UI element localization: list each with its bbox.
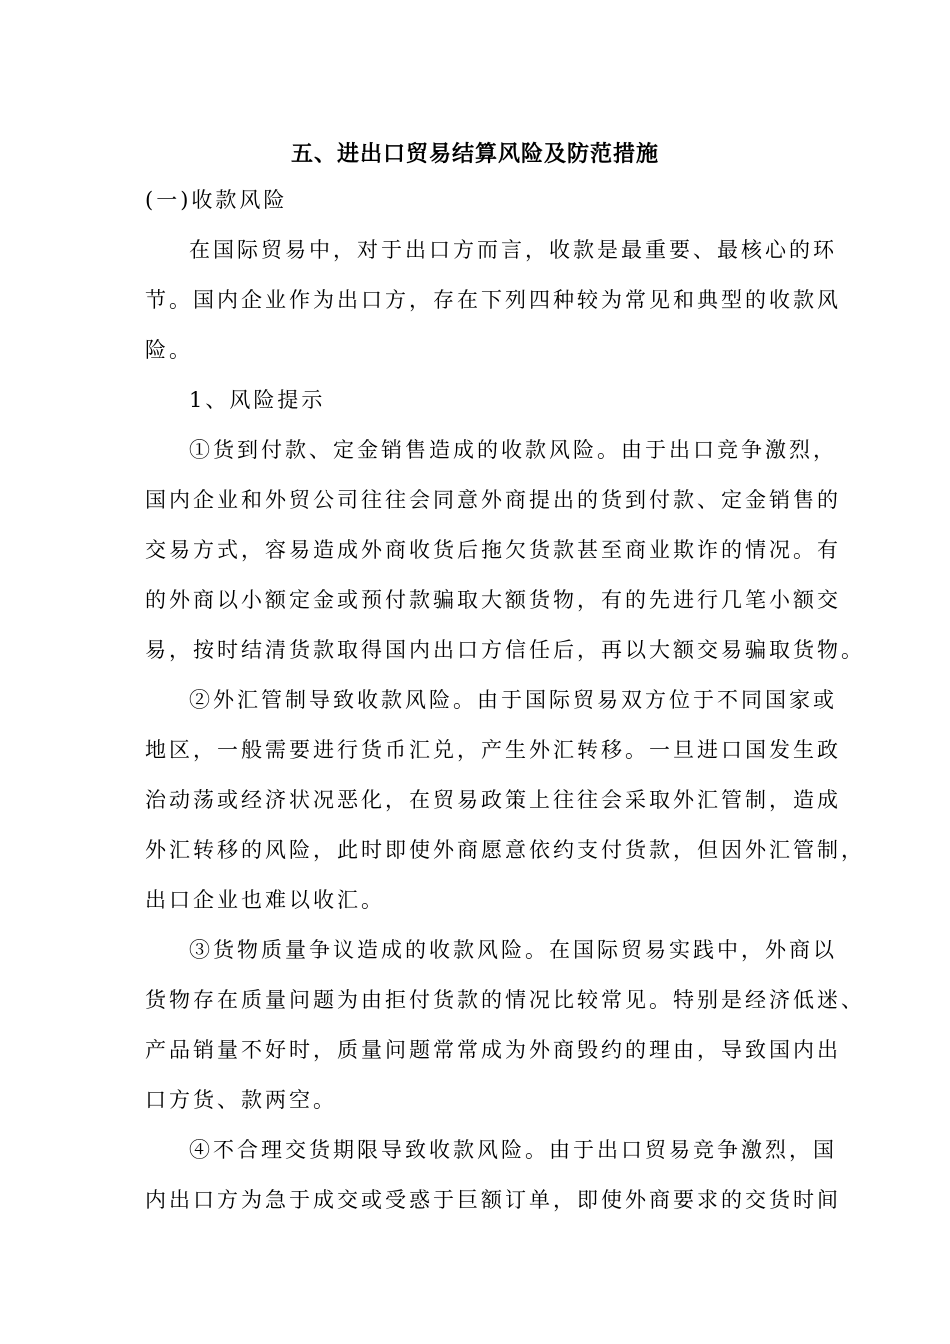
paragraph-line: 易，按时结清货款取得国内出口方信任后，再以大额交易骗取货物。: [145, 638, 865, 662]
paragraph-line: ④不合理交货期限导致收款风险。由于出口贸易竞争激烈，国: [189, 1138, 837, 1162]
paragraph-line: 货物存在质量问题为由拒付货款的情况比较常见。特别是经济低迷、: [145, 988, 865, 1012]
paragraph-line: 口方货、款两空。: [145, 1088, 337, 1112]
subheading: 1、风险提示: [189, 388, 326, 412]
paragraph-line: 在国际贸易中，对于出口方而言，收款是最重要、最核心的环: [189, 238, 837, 262]
paragraph-line: 的外商以小额定金或预付款骗取大额货物，有的先进行几笔小额交: [145, 588, 841, 612]
paragraph-line: 出口企业也难以收汇。: [145, 888, 385, 912]
paragraph-line: 治动荡或经济状况恶化，在贸易政策上往往会采取外汇管制，造成: [145, 788, 841, 812]
paragraph-line: 国内企业和外贸公司往往会同意外商提出的货到付款、定金销售的: [145, 488, 841, 512]
paragraph-line: 外汇转移的风险，此时即使外商愿意依约支付货款，但因外汇管制，: [145, 838, 865, 862]
page-title: 五、进出口贸易结算风险及防范措施: [290, 141, 659, 167]
paragraph-line: 交易方式，容易造成外商收货后拖欠货款甚至商业欺诈的情况。有: [145, 538, 841, 562]
paragraph-line: 内出口方为急于成交或受惑于巨额订单，即使外商要求的交货时间: [145, 1188, 841, 1212]
paragraph-line: 险。: [145, 338, 193, 362]
section-heading: (一)收款风险: [145, 188, 288, 212]
paragraph-line: ③货物质量争议造成的收款风险。在国际贸易实践中，外商以: [189, 938, 837, 962]
paragraph-line: 节。国内企业作为出口方，存在下列四种较为常见和典型的收款风: [145, 288, 841, 312]
paragraph-line: ①货到付款、定金销售造成的收款风险。由于出口竞争激烈，: [189, 438, 837, 462]
paragraph-line: 地区，一般需要进行货币汇兑，产生外汇转移。一旦进口国发生政: [145, 738, 841, 762]
paragraph-line: ②外汇管制导致收款风险。由于国际贸易双方位于不同国家或: [189, 688, 837, 712]
paragraph-line: 产品销量不好时，质量问题常常成为外商毁约的理由，导致国内出: [145, 1038, 841, 1062]
